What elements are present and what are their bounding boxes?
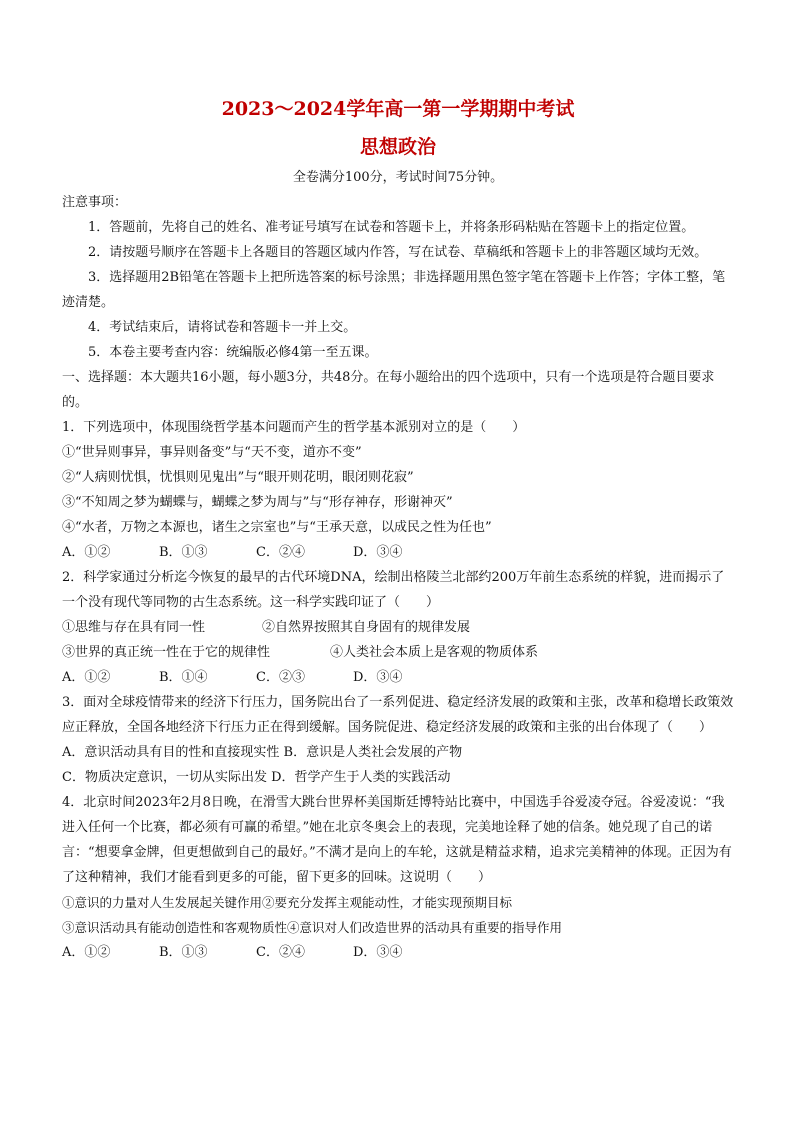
question-item: ③“不知周之梦为蝴蝶与，蝴蝶之梦为周与”与“形存神存，形谢神灭”	[62, 495, 453, 510]
option-a: A．①②	[62, 945, 111, 960]
question-item: ③世界的真正统一性在于它的规律性	[62, 645, 271, 660]
option-d: D．③④	[353, 545, 403, 560]
option-c: C．②④	[256, 945, 305, 960]
question-item-row	[62, 640, 734, 665]
question-stem: 1．下列选项中，体现围绕哲学基本问题而产生的哲学基本派别对立的是（ ）	[62, 420, 526, 435]
note-item-5: 5．本卷主要考查内容：统编版必修4第一至五课。	[88, 345, 378, 360]
question-stem: 3．面对全球疫情带来的经济下行压力，国务院出台了一系列促进、稳定经济发展的政策和主张，改革和稳增长政策效应正释放，全国各地经济下行压力正在得到缓解。国务院促进、稳定经济发展的政策和主张的出台体现了（ ）	[62, 695, 734, 735]
question-3	[62, 690, 734, 790]
option-a: A．①②	[62, 545, 111, 560]
question-item: ②自然界按照其自身固有的规律发展	[262, 620, 471, 635]
question-4	[62, 790, 734, 965]
option-a: A．①②	[62, 670, 111, 685]
note-item-1: 1．答题前，先将自己的姓名、准考证号填写在试卷和答题卡上，并将条形码粘贴在答题卡上的指定位置。	[88, 220, 695, 235]
note-item-2: 2．请按题号顺序在答题卡上各题目的答题区域内作答，写在试卷、草稿纸和答题卡上的非答题区域均无效。	[88, 245, 708, 260]
answer-option-line: C．物质决定意识，一切从实际出发 D．哲学产生于人类的实践活动	[62, 770, 451, 785]
exam-meta: 全卷满分100分，考试时间75分钟。	[292, 170, 504, 185]
question-item: ③意识活动具有能动创造性和客观物质性④意识对人们改造世界的活动具有重要的指导作用	[62, 920, 563, 935]
question-stem: 2．科学家通过分析迄今恢复的最早的古代环境DNA，绘制出格陵兰北部约200万年前生态系统的样貌，进而揭示了一个没有现代等同物的古生态系统。这一科学实践印证了（ ）	[62, 570, 725, 610]
subject-title: 思想政治	[359, 136, 436, 158]
question-1	[62, 415, 734, 565]
question-item: ①“世异则事异，事异则备变”与“天不变，道亦不变”	[62, 445, 362, 460]
answer-options	[62, 540, 734, 565]
question-item: ①意识的力量对人生发展起关键作用②要充分发挥主观能动性，才能实现预期目标	[62, 895, 513, 910]
option-b: B．①④	[159, 670, 208, 685]
question-item: ④人类社会本质上是客观的物质体系	[330, 645, 539, 660]
question-item: ④“水者，万物之本源也，诸生之宗室也”与“王承天意，以成民之性为任也”	[62, 520, 492, 535]
exam-title: 2023～2024学年高一第一学期期中考试	[221, 98, 575, 120]
option-c: C．②③	[256, 670, 305, 685]
option-b: B．①③	[159, 945, 208, 960]
question-2	[62, 565, 734, 690]
question-stem: 4．北京时间2023年2月8日晚，在滑雪大跳台世界杯美国斯廷博特站比赛中，中国选手谷爱凌夺冠。谷爱凌说：“我进入任何一个比赛，都必须有可赢的希望。”她在北京冬奥会上的表现，完美地诠释了她的信条。她兑现了自己的诺言：“想要拿金牌，但更想做到自己的最好。”不满才是向上的车轮，这就是精益求精，追求完美精神的体现。正因为有了这种精神，我们才能看到更多的可能，留下更多的回味。这说明（ ）	[62, 795, 732, 885]
question-item: ①思维与存在具有同一性	[62, 620, 206, 635]
notes-heading: 注意事项：	[62, 195, 128, 210]
note-item-3: 3．选择题用2B铅笔在答题卡上把所选答案的标号涂黑；非选择题用黑色签字笔在答题卡上作答；字体工整，笔迹清楚。	[62, 270, 726, 310]
note-item-4: 4．考试结束后，请将试卷和答题卡一并上交。	[88, 320, 357, 335]
option-c: C．②④	[256, 545, 305, 560]
answer-options	[62, 940, 734, 965]
option-d: D．③④	[353, 670, 403, 685]
option-d: D．③④	[353, 945, 403, 960]
option-b: B．①③	[159, 545, 208, 560]
section-heading: 一、选择题：本大题共16小题，每小题3分，共48分。在每小题给出的四个选项中，只有一个选项是符合题目要求的。	[62, 370, 715, 410]
question-item-row	[62, 615, 734, 640]
question-item: ②“人病则忧惧，忧惧则见鬼出”与“眼开则花明，眼闭则花寂”	[62, 470, 414, 485]
exam-page	[62, 96, 734, 965]
answer-options	[62, 665, 734, 690]
answer-option-line: A．意识活动具有目的性和直接现实性 B．意识是人类社会发展的产物	[62, 745, 463, 760]
